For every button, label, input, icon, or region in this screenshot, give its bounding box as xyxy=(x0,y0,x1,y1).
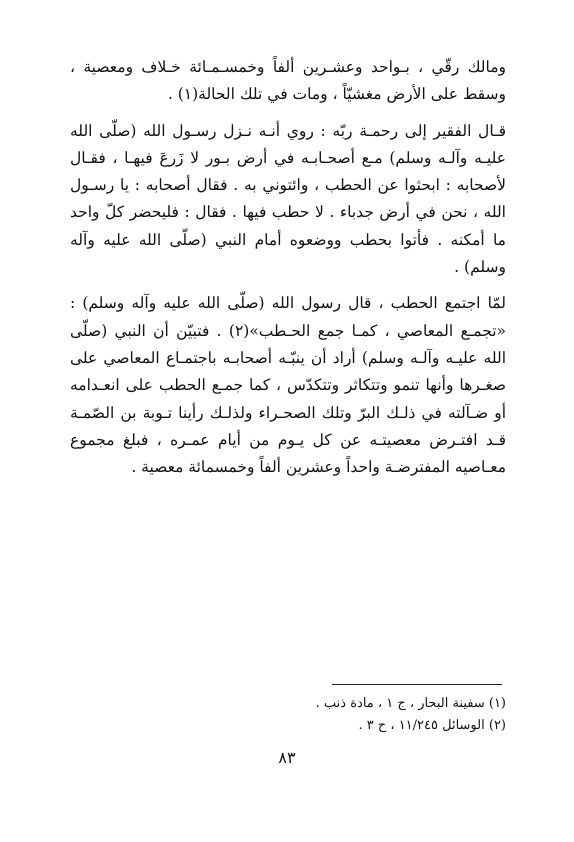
main-text xyxy=(70,54,506,490)
footnotes xyxy=(70,693,506,737)
footnote-1: (١) سفينة البحار ، ج ١ ، مادة ذنب . xyxy=(315,696,506,711)
page-number: ٨٣ xyxy=(278,748,296,767)
footnote-divider xyxy=(332,684,502,685)
paragraph-2: قـال الفقير إلى رحمـة ربّه : روي أنـه نـزل رسـول الله (صلّى الله عليـه وآلـه وسلم) مـع أصحـابـه في أرض بـور لا زَرعَ فيهـا ، فقـال لأصحابه : ابحثوا عن الحطب ، وائتوني به . فقال أصحابه : يا رسـول الله ، نحن في أرض جدباء . لا حطب فيها . فقال : فليحضر كلّ واحد ما أمكنه . فأتوا بحطب ووضعوه أمام النبي (صلّى الله عليه وآله وسلم) . xyxy=(70,121,506,277)
paragraph-3: لمّا اجتمع الحطب ، قال رسول الله (صلّى الله عليه وآله وسلم) : «تجمـع المعاصي ، كمـا جمع الحـطب»(٢) . فتبيّن أن النبي (صلّى الله عليـه وآلـه وسلم) أراد أن ينبّـه أصحابـه باجتمـاع المعاصي على صغـرها وأنها تنمو وتتكاثر وتتكدّس ، كما جمـع الحطب على انعـدامه أو ضـآلته في ذلـك البرّ وتلك الصحـراء ولذلـك رأينا تـوبة بن الصّمـة قـد افتـرض معصيتـه عن كل يـوم من أيام عمـره ، فبلغ مجموع معـاصيه المفترضـة واحداً وعشرين ألفاً وخمسمائة معصية . xyxy=(70,294,506,477)
footnote-2: (٢) الوسائل ١١/٢٤٥ ، ح ٣ . xyxy=(358,718,506,733)
paragraph-1: ومالك رقّي ، بـواحد وعشـرين ألفاً وخمسـمـائة خـلاف ومعصية ، وسقط على الأرض مغشيّاً ، ومات في تلك الحالة(١) . xyxy=(70,58,506,104)
